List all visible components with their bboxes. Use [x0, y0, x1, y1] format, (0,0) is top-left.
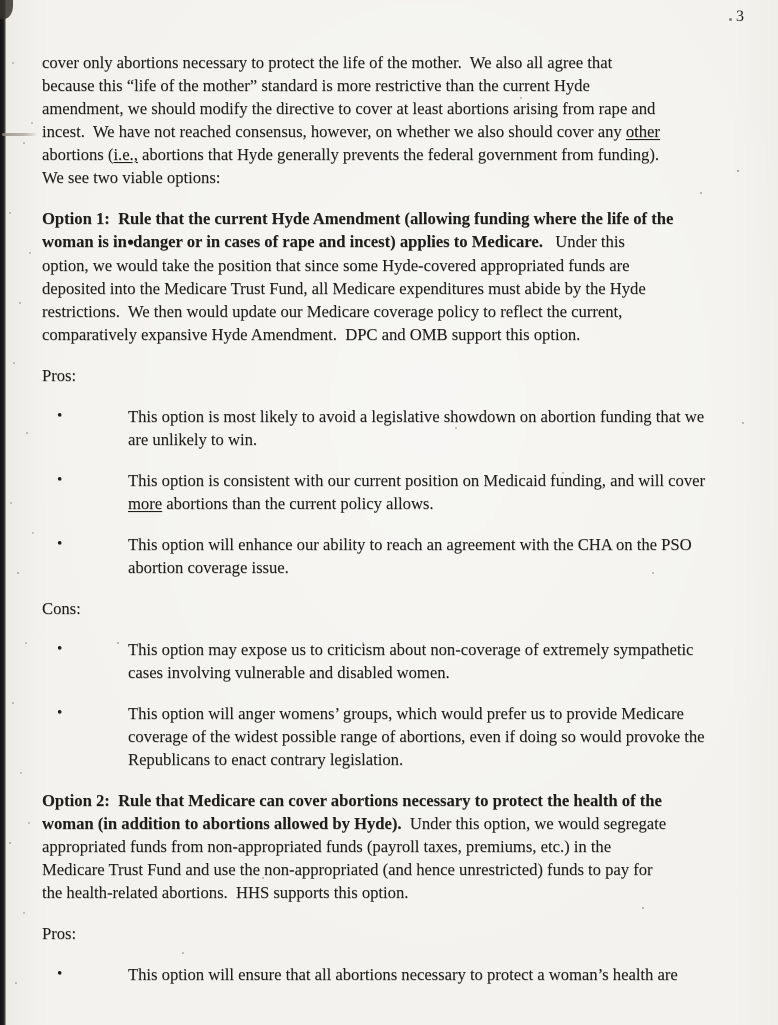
text-segment: Pros: — [42, 365, 77, 385]
text-segment: This option will enhance our ability to reach an agreement with the CHA on the PSO — [128, 534, 692, 554]
bullet-text — [128, 405, 742, 451]
bullet-item — [42, 469, 742, 515]
text-segment: Republicans to enact contrary legislation. — [128, 749, 404, 769]
text-line — [128, 748, 742, 771]
paragraph — [42, 207, 742, 346]
text-line — [42, 51, 742, 74]
page-number: 3 — [736, 8, 744, 25]
text-segment: appropriated funds from non-appropriated funds (payroll taxes, premiums, etc.) in the — [42, 836, 612, 856]
text-line — [42, 166, 742, 189]
text-segment: abortions that Hyde generally prevents the federal government from funding). — [137, 145, 660, 164]
text-line — [42, 364, 742, 387]
text-segment: This option will ensure that all abortions necessary to protect a woman’s health are — [128, 964, 678, 984]
section-label — [42, 364, 742, 387]
bullet-item — [42, 533, 742, 579]
text-line — [128, 533, 742, 556]
bullet-marker-icon: • — [57, 471, 63, 488]
text-line — [128, 638, 742, 661]
text-segment: more — [128, 493, 163, 513]
text-segment: danger or in cases of rape and incest) applies to Medicare. — [133, 232, 543, 251]
bullet-marker-icon: • — [57, 965, 63, 982]
text-line — [42, 120, 742, 143]
bullet-marker-icon: • — [57, 535, 63, 552]
text-segment: This option is consistent with our current position on Medicaid funding, and will cover — [128, 470, 706, 490]
bullet-item — [42, 702, 742, 771]
text-segment: Under this option, we would segregate — [401, 813, 667, 833]
text-segment: This option is most likely to avoid a legislative showdown on abortion funding that we — [128, 406, 705, 426]
text-line — [128, 428, 742, 451]
text-line — [42, 277, 742, 300]
text-line — [42, 300, 742, 323]
text-segment: the health-related abortions. HHS supports this option. — [42, 882, 409, 902]
section-label — [42, 922, 742, 945]
text-segment: amendment, we should modify the directive to cover at least abortions arising from rape and — [42, 99, 656, 118]
text-segment: We see two viable options: — [42, 168, 221, 187]
paragraph — [42, 789, 742, 904]
text-segment: incest. We have not reached consensus, however, on whether we also should cover any — [42, 122, 626, 141]
text-segment: i.e., — [113, 145, 138, 164]
text-segment: woman is in — [42, 232, 127, 251]
text-segment: Cons: — [42, 598, 81, 618]
text-line — [128, 556, 742, 579]
text-segment: This option will anger womens’ groups, which would prefer us to provide Medicare — [128, 703, 684, 723]
text-segment: Option 2: Rule that Medicare can cover abortions necessary to protect the health of the — [42, 790, 662, 810]
section-label — [42, 597, 742, 620]
bullet-item — [42, 638, 742, 684]
text-segment: because this “life of the mother” standard is more restrictive than the current Hyde — [42, 76, 590, 95]
text-segment: This option may expose us to criticism about non-coverage of extremely sympathetic — [128, 639, 694, 659]
bullet-text — [128, 702, 742, 771]
text-line — [128, 963, 742, 986]
text-line — [42, 881, 742, 904]
bullet-text — [128, 533, 742, 579]
text-line — [42, 812, 742, 835]
text-line — [42, 789, 742, 812]
paragraph — [42, 51, 742, 189]
text-segment: deposited into the Medicare Trust Fund, all Medicare expenditures must abide by the Hyde — [42, 278, 646, 298]
text-line — [42, 97, 742, 120]
bullet-text — [128, 963, 742, 986]
text-line — [42, 922, 742, 945]
text-line — [42, 230, 742, 254]
text-segment: restrictions. We then would update our Medicare coverage policy to reflect the current, — [42, 301, 623, 321]
text-line — [42, 254, 742, 277]
text-line — [42, 597, 742, 620]
bullet-text — [128, 469, 742, 515]
text-segment: comparatively expansive Hyde Amendment. DPC and OMB support this option. — [42, 324, 581, 344]
text-line — [128, 661, 742, 684]
text-segment: Option 1: Rule that the current Hyde Amendment (allowing funding where the life of the — [42, 209, 674, 228]
text-line — [42, 207, 742, 230]
text-segment: Medicare Trust Fund and use the non-appropriated (and hence unrestricted) funds to pay for — [42, 859, 653, 879]
text-segment: woman (in addition to abortions allowed by Hyde). — [42, 813, 402, 833]
text-segment: Under this — [542, 232, 625, 251]
text-segment: cover only abortions necessary to protect the life of the mother. We also all agree that — [42, 53, 613, 72]
text-segment: abortions ( — [42, 145, 114, 164]
text-segment: other — [625, 122, 660, 141]
text-line — [128, 405, 742, 428]
text-line — [128, 469, 742, 492]
text-line — [42, 858, 742, 881]
bullet-text — [128, 638, 742, 684]
text-line — [42, 74, 742, 97]
text-segment: coverage of the widest possible range of abortions, even if doing so would provoke the — [128, 726, 705, 746]
text-line — [42, 143, 742, 166]
bullet-item — [42, 963, 742, 986]
text-line — [128, 702, 742, 725]
ink-blob-artifact: ● — [126, 234, 134, 249]
text-segment: are unlikely to win. — [128, 429, 258, 449]
bullet-marker-icon: • — [57, 704, 63, 721]
text-segment: abortions than the current policy allows. — [162, 493, 434, 513]
bullet-marker-icon: • — [57, 407, 63, 424]
text-line — [42, 323, 742, 346]
bullet-marker-icon: • — [57, 640, 63, 657]
text-segment: Pros: — [42, 923, 77, 943]
text-segment: cases involving vulnerable and disabled women. — [128, 662, 450, 682]
text-line — [128, 725, 742, 748]
text-segment: abortion coverage issue. — [128, 557, 289, 577]
text-line — [128, 492, 742, 515]
text-line — [42, 835, 742, 858]
text-segment: option, we would take the position that since some Hyde-covered appropriated funds are — [42, 255, 630, 275]
bullet-item — [42, 405, 742, 451]
